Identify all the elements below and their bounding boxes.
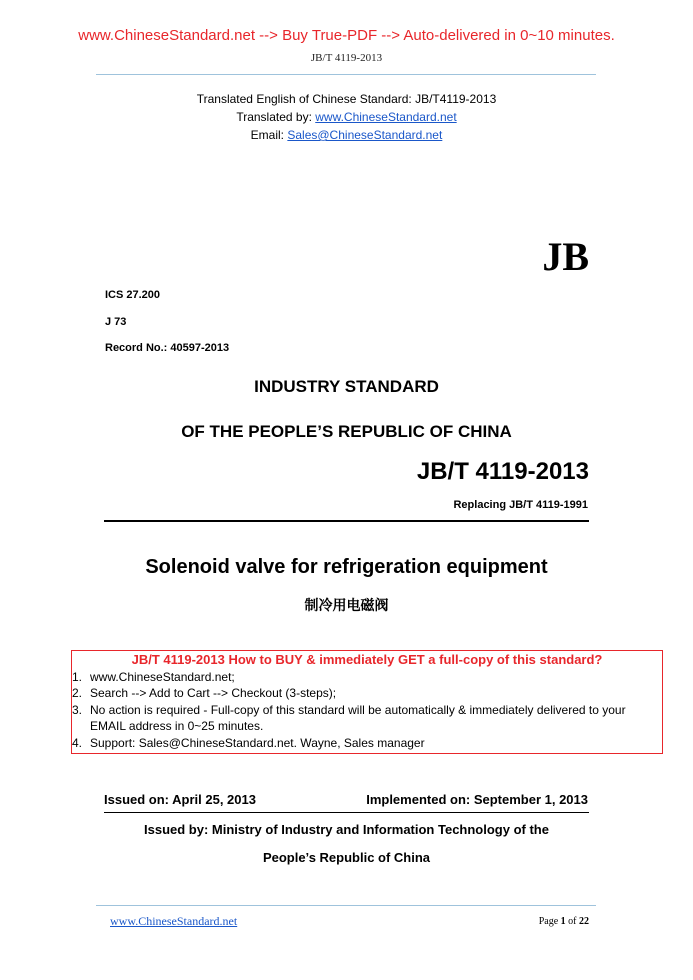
purchase-steps <box>72 669 662 752</box>
dates-divider <box>104 812 589 813</box>
purchase-step <box>72 669 662 686</box>
running-header: JB/T 4119-2013 <box>310 52 383 64</box>
page-total: 22 <box>579 916 589 927</box>
issued-date: Issued on: April 25, 2013 <box>104 792 256 807</box>
translated-by-label: Translated by: <box>236 110 316 124</box>
replacing-note: Replacing JB/T 4119-1991 <box>453 499 588 511</box>
standard-title-line2: OF THE PEOPLE’S REPUBLIC OF CHINA <box>181 422 512 441</box>
step-number: 2. <box>72 686 83 700</box>
standard-title-line1: INDUSTRY STANDARD <box>254 377 439 396</box>
step-text: Search --> Add to Cart --> Checkout (3-steps); <box>90 686 337 700</box>
footer-divider <box>96 905 596 906</box>
footer-link[interactable]: www.ChineseStandard.net <box>110 914 238 928</box>
translated-by-line <box>0 110 693 124</box>
step-number: 3. <box>72 702 83 717</box>
top-banner[interactable]: www.ChineseStandard.net --> Buy True-PDF --> Auto-delivered in 0~10 minutes. <box>78 27 615 44</box>
ics-code: ICS 27.200 <box>105 289 161 301</box>
step-text: Support: Sales@ChineseStandard.net. Wayne, Sales manager <box>90 735 425 750</box>
header-divider <box>96 74 596 75</box>
ccs-code: J 73 <box>105 316 127 328</box>
purchase-info-box <box>71 650 663 754</box>
issuer-line1: Issued by: Ministry of Industry and Information Technology of the <box>144 822 549 837</box>
email-label: Email: <box>250 128 288 142</box>
standard-code: JB/T 4119-2013 <box>416 458 589 485</box>
issuer-line2: People’s Republic of China <box>262 850 431 865</box>
implemented-date: Implemented on: September 1, 2013 <box>366 792 588 807</box>
page-number <box>539 916 589 927</box>
page-of: of <box>565 916 579 927</box>
record-number: Record No.: 40597-2013 <box>105 342 230 354</box>
purchase-heading: JB/T 4119-2013 How to BUY & immediately GET a full-copy of this standard? <box>131 652 603 667</box>
document-title-chinese: 制冷用电磁阀 <box>304 597 389 613</box>
page-prefix: Page <box>538 916 561 927</box>
purchase-step <box>72 735 662 752</box>
title-divider <box>104 520 589 522</box>
purchase-step <box>72 685 662 702</box>
document-title: Solenoid valve for refrigeration equipment <box>145 556 548 578</box>
standard-mark: JB <box>542 234 589 279</box>
translation-line: Translated English of Chinese Standard: JB/T4119-2013 <box>196 92 497 106</box>
email-line <box>0 128 693 142</box>
step-text: No action is required - Full-copy of this standard will be automatically & immediately delivered to your EMAIL address in 0~25 minutes. <box>90 702 626 733</box>
page-current: 1 <box>560 916 566 927</box>
step-number: 1. <box>72 669 83 684</box>
purchase-step <box>72 702 662 735</box>
translated-by-link[interactable]: www.ChineseStandard.net <box>315 110 457 124</box>
step-number: 4. <box>72 735 83 750</box>
step-text[interactable]: www.ChineseStandard.net; <box>90 669 235 684</box>
email-link[interactable]: Sales@ChineseStandard.net <box>287 128 443 142</box>
